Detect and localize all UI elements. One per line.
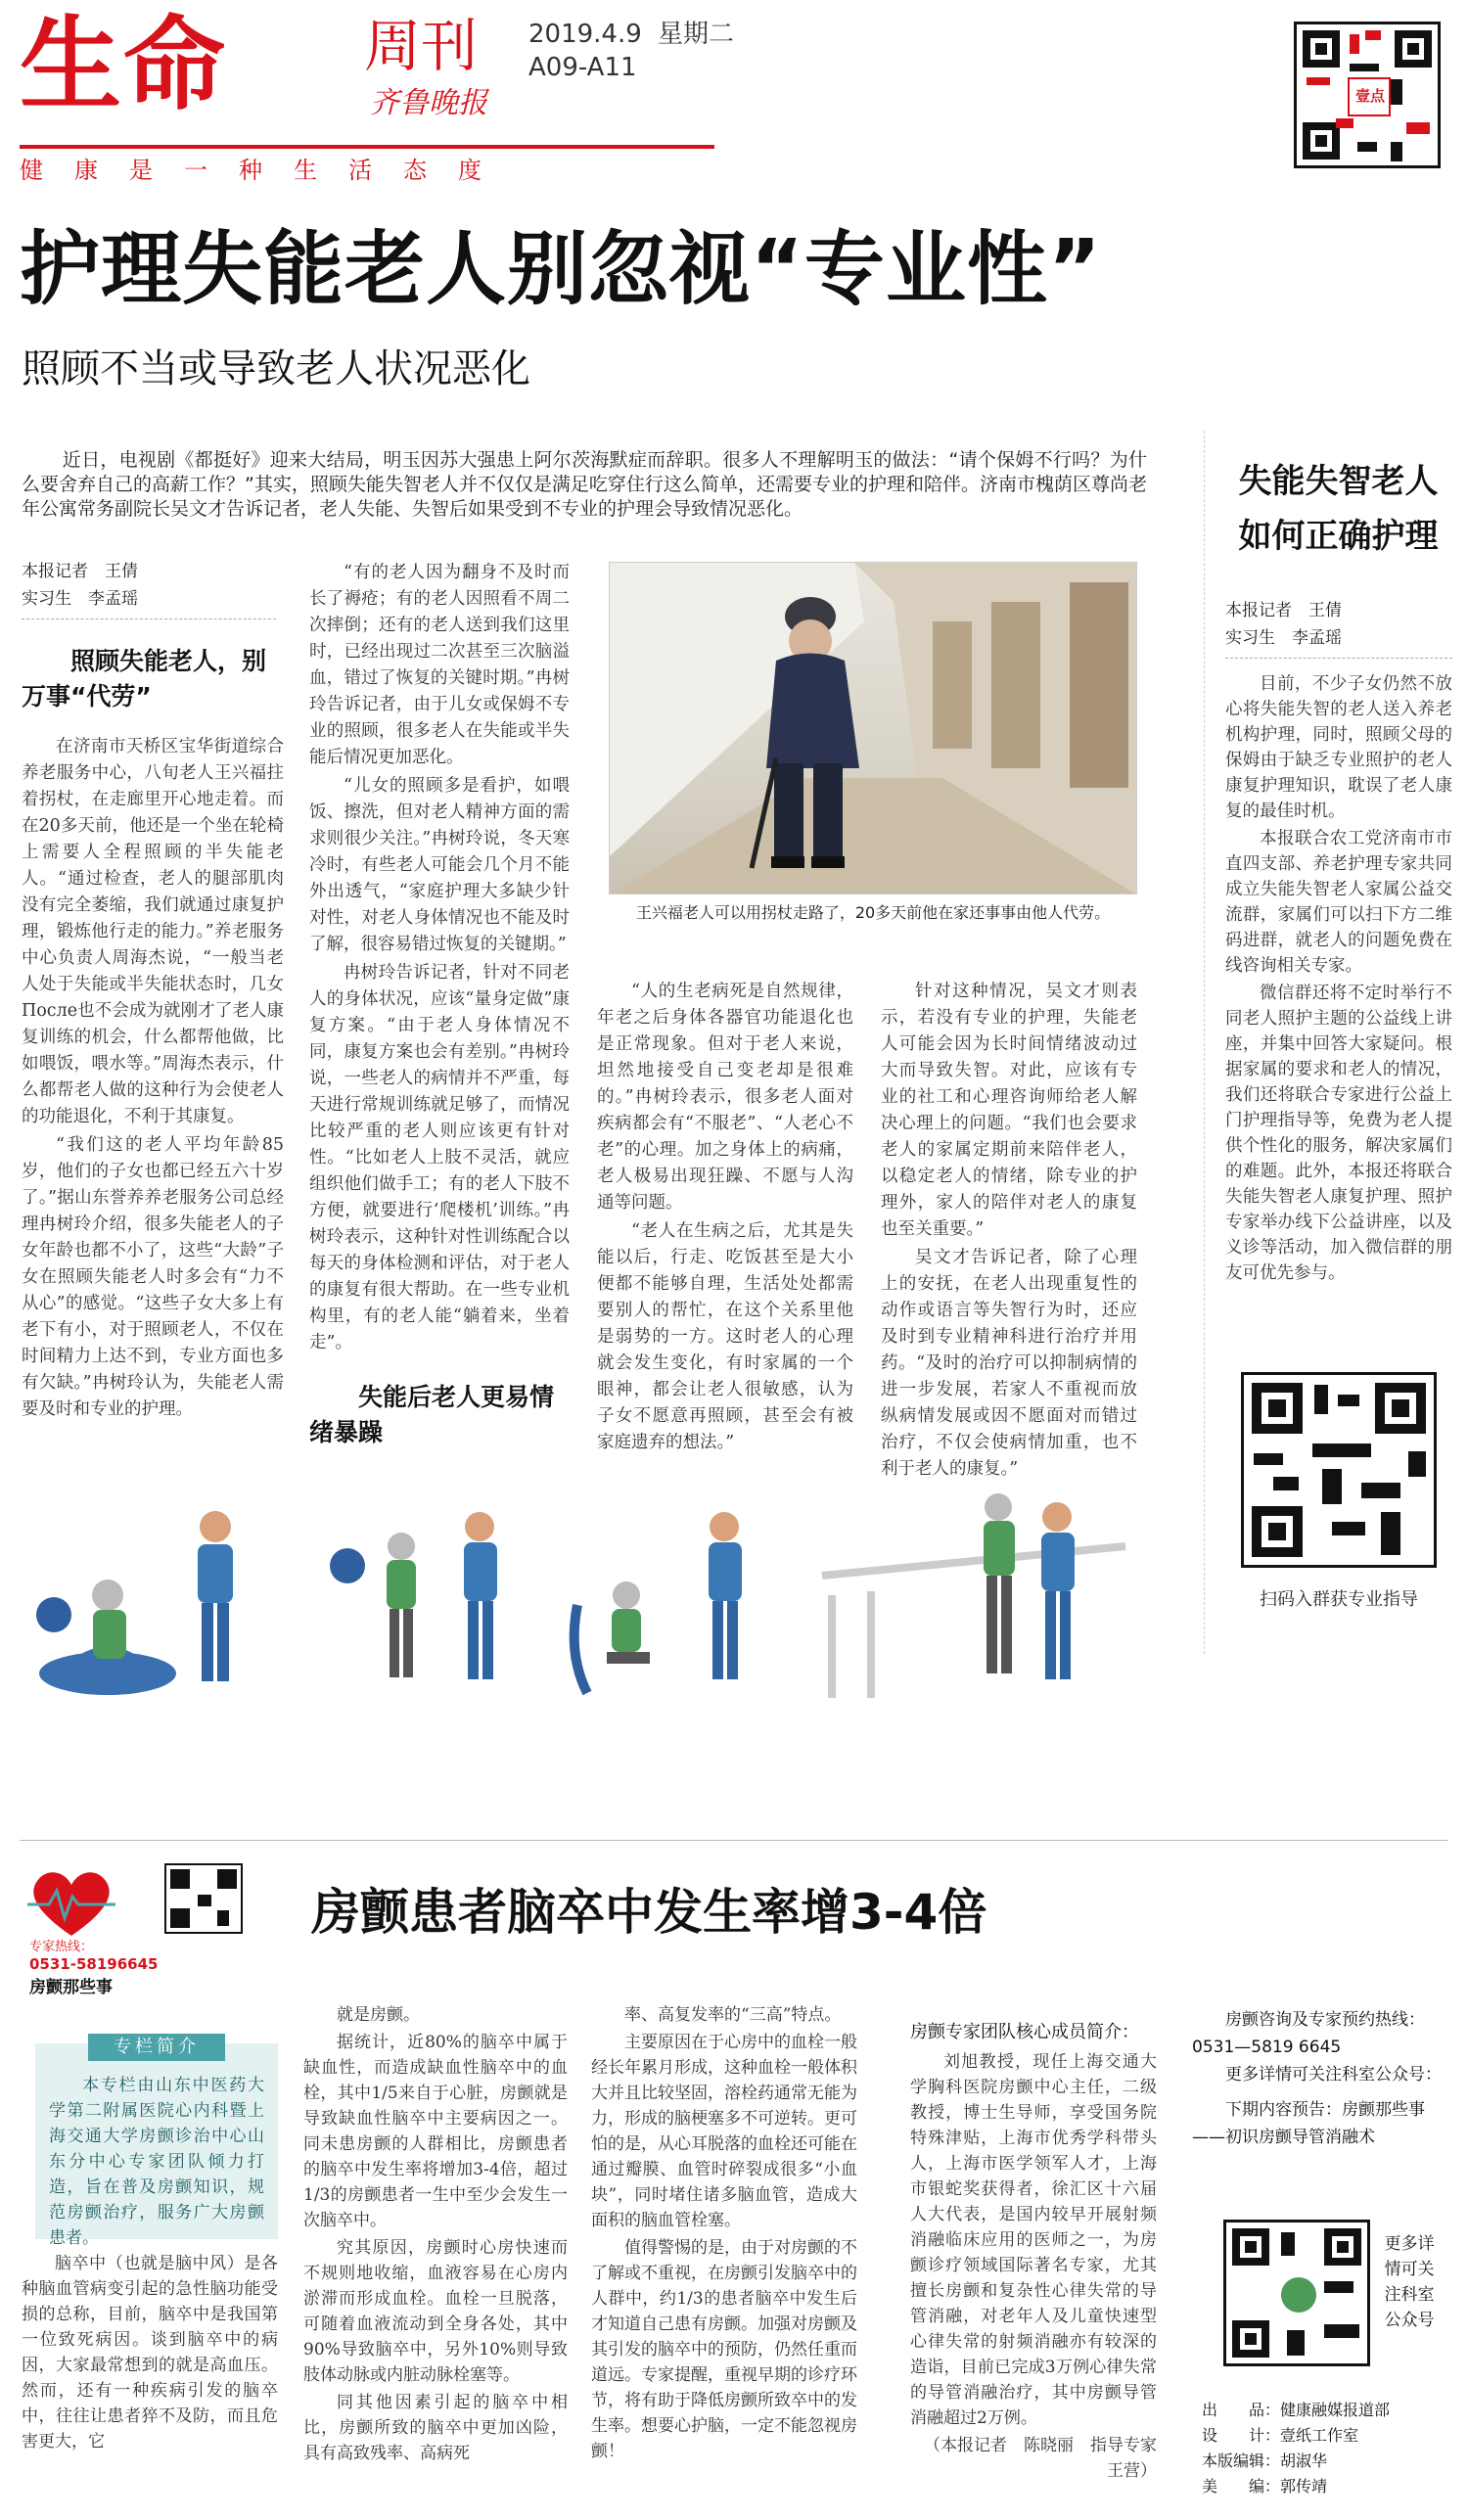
paragraph: 就是房颤。 bbox=[337, 2005, 420, 2025]
department-qr-caption: 更多详情可关注科室公众号 bbox=[1384, 2234, 1435, 2330]
paragraph: 目前，不少子女仍然不放心将失能失智的老人送入养老机构护理，同时，照顾父母的保姆由于缺乏专业照护的老人康复护理知识，耽误了老人康复的最佳时机。 bbox=[1225, 674, 1452, 821]
masthead-title: 生命 bbox=[20, 5, 228, 124]
masthead-pages: A09-A11 bbox=[528, 53, 637, 82]
section1-title: 照顾失能老人，别万事“代劳” bbox=[22, 647, 267, 710]
illustration-band-exercise bbox=[574, 1512, 742, 1693]
afib-column-logo bbox=[20, 1859, 262, 1997]
sidebar-divider bbox=[1204, 431, 1205, 1654]
paragraph: 微信群还将不定时举行不同老人照护主题的公益线上讲座，并集中回答大家疑问。根据家属的要求和老人的情况，我们还将联合专家进行公益上门护理指导等，免费为老人提供个性化的服务，解决家属们的难题。此外，本报还将联合失能失智老人康复护理、照护专家举办线下公益讲座，以及义诊等活动，加入微信群的朋友可优先参与。 bbox=[1225, 984, 1452, 1283]
section2-title: 失能后老人更易情绪暴躁 bbox=[309, 1383, 555, 1446]
expert-team-title: 房颤专家团队核心成员简介： bbox=[910, 2022, 1139, 2042]
credit-line: 设 计：壹纸工作室 bbox=[1202, 2426, 1359, 2445]
byline-reporter: 本报记者 王倩 bbox=[22, 562, 138, 581]
illustration-parallel-bars bbox=[822, 1493, 1125, 1698]
illustration-ball-exercise bbox=[36, 1511, 233, 1695]
heart-icon bbox=[27, 1865, 115, 1944]
app-badge: 壹点 bbox=[1354, 87, 1385, 105]
afib-column-2 bbox=[303, 2002, 568, 2468]
masthead-date-line bbox=[528, 20, 734, 49]
masthead-motto: 健康是一种生活态度 bbox=[20, 157, 513, 184]
wechat-qr-caption: 扫码入群获专业指导 bbox=[1260, 1589, 1418, 1610]
paragraph: “人的生老病死是自然规律，年老之后身体各器官功能退化也是正常现象。但对于老人来说，坦然地接受自己变老却是很难的。”冉树玲表示，很多老人面对疾病都会有“不服老”、“人老心不老”的心理。加之身体上的病痛，老人极易出现狂躁、不愿与人沟通等问题。 bbox=[597, 982, 853, 1213]
masthead-weekday: 星期二 bbox=[658, 20, 735, 49]
paragraph: 主要原因在于心房中的血栓一般经长年累月形成，这种血栓一般体积大并且比较坚固，溶栓药通常无能为力，形成的脑梗塞多不可逆转。更可怕的是，从心耳脱落的血栓还可能在通过瓣膜、血管时碎裂成很多“小血块”，同时堵住诸多脑血管，造成大面积的脑血管栓塞。 bbox=[591, 2033, 857, 2230]
department-qr-code[interactable] bbox=[1223, 2220, 1370, 2366]
paragraph: 率、高复发率的“三高”特点。 bbox=[624, 2005, 842, 2025]
column-intro-box bbox=[35, 2037, 278, 2248]
byline-intern: 实习生 李孟瑶 bbox=[1225, 628, 1342, 648]
paragraph: 在济南市天桥区宝华街道综合养老服务中心，八旬老人王兴福拄着拐杖，在走廊里开心地走着。而在20多天前，他还是一个坐在轮椅上需要人全程照顾的半失能老人。“通过检查，老人的腿部肌肉没有完全萎缩，我们就通过康复护理，锻炼他行走的能力。”养老服务中心负责人周海杰说，“一般当老人处于失能或半失能状态时，几女После也不会成为就刚才了老人康复训练的机会，什么都帮他做，比如喂饭，喂水等。”周海杰表示，什么都帮老人做的这种行为会使老人的功能退化，不利于其康复。 bbox=[22, 737, 284, 1126]
credit-line: 本版编辑：胡淑华 bbox=[1202, 2451, 1328, 2470]
team-signoff: （本报记者 陈晓丽 指导专家 王营） bbox=[924, 2436, 1173, 2481]
afib-headline: 房颤患者脑卒中发生率增3-4倍 bbox=[311, 1884, 987, 1941]
article-photo bbox=[609, 562, 1137, 894]
consult-info bbox=[1192, 2006, 1454, 2151]
paragraph: 值得警惕的是，由于对房颤的不了解或不重视，在房颤引发脑卒中的人群中，约1/3的患者脑卒中发生后才知道自己患有房颤。加强对房颤及其引发的脑卒中的预防，仍然任重而道远。专家提醒，重视早期的诊疗环节，将有助于降低房颤所致卒中的发生率。想要心护脑，一定不能忽视房颤！ bbox=[591, 2238, 857, 2461]
consult-follow: 更多详情可关注科室公众号： bbox=[1225, 2065, 1442, 2085]
paragraph: “我们这的老人平均年龄85岁，他们的子女也都已经五六十岁了。”据山东誉养养老服务公司总经理冉树玲介绍，很多失能老人的子女年龄也都不小了，这些“大龄”子女在照顾失能老人时多会有“力不从心”的感觉。“这些子女大多上有老下有小，对于照顾老人，不仅在时间精力上达不到，专业方面也多有欠缺。”冉树玲认为，失能老人需要及时和专业的护理。 bbox=[22, 1135, 284, 1419]
masthead-rule bbox=[20, 145, 714, 149]
afib-column-1 bbox=[22, 2251, 278, 2456]
paragraph: 刘旭教授，现任上海交通大学胸科医院房颤中心主任，二级教授，博士生导师，享受国务院特殊津贴，上海市优秀学科带头人，上海市医学领军人才，上海市银蛇奖获得者，徐汇区十六届人大代表，是国内较早开展射频消融临床应用的医师之一，为房颤诊疗领域国际著名专家，尤其擅长房颤和复杂性心律失常的导管消融，对老年人及儿童快速型心律失常的射频消融亦有较深的造诣，目前已完成3万例心律失常的导管消融治疗，其中房颤导管消融超过2万例。 bbox=[910, 2052, 1157, 2428]
afib-logo-title: 房颤那些事 bbox=[29, 1978, 113, 1997]
paragraph: 针对这种情况，吴文才则表示，若没有专业的护理，失能老人可能会因为长时间情绪波动过大而导致失智。对此，应该有专业的社工和心理咨询师给老人解决心理上的问题。“我们也会要求老人的家属定期前来陪伴老人，以稳定老人的情绪，除专业的护理外，家人的陪伴对老人的康复也至关重要。” bbox=[881, 982, 1137, 1239]
wechat-group-qr-code[interactable] bbox=[1241, 1372, 1437, 1568]
column-intro-text: 本专栏由山东中医药大学第二附属医院心内科暨上海交通大学房颤诊治中心山东分中心专家团队倾力打造，旨在普及房颤知识，规范房颤治疗，服务广大房颤患者。 bbox=[49, 2076, 264, 2248]
article1-column-3 bbox=[597, 979, 853, 1458]
credit-line: 出 品：健康融媒报道部 bbox=[1202, 2401, 1391, 2419]
afib-logo-qr-code[interactable] bbox=[164, 1863, 243, 1934]
afib-logo-hotline: 0531-58196645 bbox=[29, 1955, 159, 1973]
sidebar-title-line1: 失能失智老人 bbox=[1238, 462, 1439, 501]
paragraph: 同其他因素引起的脑卒中相比，房颤所致的脑卒中更加凶险，具有高致残率、高病死 bbox=[303, 2393, 568, 2463]
article1-column-4 bbox=[881, 979, 1137, 1485]
paragraph: 本报联合农工党济南市市直四支部、养老护理专家共同成立失能失智老人家属公益交流群，家属们可以扫下方二维码进群，就老人的问题免费在线咨询相关专家。 bbox=[1225, 829, 1452, 976]
masthead-date: 2019.4.9 bbox=[528, 20, 642, 49]
column-intro-label: 专栏简介 bbox=[88, 2034, 225, 2061]
byline-intern: 实习生 李孟瑶 bbox=[22, 589, 138, 609]
sidebar-title-line2: 如何正确护理 bbox=[1238, 517, 1439, 556]
paragraph: “儿女的照顾多是看护，如喂饭、擦洗，但对老人精神方面的需求则很少关注。”冉树玲说，冬天寒冷时，有些老人可能会几个月不能外出透气，“家庭护理大多缺少针对性，对老人身体情况也不能及时了解，很容易错过恢复的关键期。” bbox=[309, 776, 570, 954]
paragraph: 脑卒中（也就是脑中风）是各种脑血管病变引起的急性脑功能受损的总称，目前，脑卒中是我国第一位致死病因。谈到脑卒中的病因，大家最常想到的就是高血压。然而，还有一种疾病引发的脑卒中，往往让患者猝不及防，而且危害更大，它 bbox=[22, 2254, 278, 2451]
afib-logo-hotline-label: 专家热线： bbox=[29, 1940, 94, 1954]
sidebar-title bbox=[1223, 454, 1453, 564]
article1-column-2 bbox=[309, 560, 570, 1358]
sidebar-rule bbox=[1225, 658, 1452, 659]
consult-hotline: 房颤咨询及专家预约热线：0531—5819 6645 bbox=[1192, 2010, 1425, 2057]
afib-column-3 bbox=[591, 2002, 857, 2466]
sidebar-byline bbox=[1225, 597, 1342, 652]
paragraph: “老人在生病之后，尤其是失能以后，行走、吃饭甚至是大小便都不能够自理，生活处处都需要别人的帮忙，在这个关系里他是弱势的一方。这时老人的心理就会发生变化，有时家属的一个眼神，都会让老人很敏感，认为子女不愿意再照顾，甚至会有被家庭遗弃的想法。” bbox=[597, 1221, 853, 1452]
byline-reporter: 本报记者 王倩 bbox=[1225, 601, 1342, 620]
next-issue-preview: 下期内容预告：房颤那些事——初识房颤导管消融术 bbox=[1192, 2100, 1425, 2147]
byline bbox=[22, 558, 138, 613]
masthead-paper: 齐鲁晚报 bbox=[370, 86, 487, 120]
paragraph: 究其原因，房颤时心房快速而不规则地收缩，血液容易在心房内淤滞而形成血栓。血栓一旦脱落，可随着血液流动到全身各处，其中90%导致脑卒中，另外10%则导致肢体动脉或内脏动脉栓塞等。 bbox=[303, 2238, 568, 2385]
afib-section-rule bbox=[20, 1840, 1448, 1841]
headline-subtitle: 照顾不当或导致老人状况恶化 bbox=[22, 346, 530, 391]
paragraph: 据统计，近80%的脑卒中属于缺血性，而造成缺血性脑卒中的血栓，其中1/5来自于心脏，房颤就是导致缺血性脑卒中主要病因之一。同未患房颤的人群相比，房颤患者的脑卒中发生率将增加3-4倍，超过1/3的房颤患者一生中至少会发生一次脑卒中。 bbox=[303, 2033, 568, 2230]
expert-team-body bbox=[910, 2049, 1173, 2484]
headline-lead: 近日，电视剧《都挺好》迎来大结局，明玉因苏大强患上阿尔茨海默症而辞职。很多人不理解明玉的做法：“请个保姆不行吗？为什么要舍弃自己的高薪工作？”其实，照顾失能失智老人并不仅仅是满足吃穿住行这么简单，还需要专业的护理和陪伴。济南市槐荫区尊尚老年公寓常务副院长吴文才告诉记者，老人失能、失智后如果受到不专业的护理会导致情况恶化。 bbox=[22, 449, 1147, 520]
illustration-standing-ball bbox=[330, 1512, 497, 1679]
credits bbox=[1202, 2398, 1454, 2499]
care-illustrations bbox=[20, 1488, 1145, 1703]
credit-line: 美 编：郭传靖 bbox=[1202, 2477, 1328, 2496]
masthead bbox=[0, 0, 1468, 196]
paragraph: 吴文才告诉记者，除了心理上的安抚，在老人出现重复性的动作或语言等失智行为时，还应及时到专业精神科进行治疗并用药。“及时的治疗可以抑制病情的进一步发展，若家人不重视而放纵病情发展或因不愿面对而错过治疗，不仅会使病情加重，也不利于老人的康复。” bbox=[881, 1248, 1137, 1479]
article1-column-1 bbox=[22, 734, 284, 1425]
paragraph: “有的老人因为翻身不及时而长了褥疮；有的老人因照看不周二次摔倒；还有的老人送到我们这里时，已经出现过二次甚至三次脑溢血，错过了恢复的关键时期。”冉树玲告诉记者，由于儿女或保姆不专业的照顾，很多老人在失能或半失能后情况更加恶化。 bbox=[309, 563, 570, 767]
app-qr-code[interactable] bbox=[1294, 22, 1441, 168]
photo-caption: 王兴福老人可以用拐杖走路了，20多天前他在家还事事由他人代劳。 bbox=[635, 903, 1111, 922]
paragraph: 冉树玲告诉记者，针对不同老人的身体状况，应该“量身定做”康复方案。“由于老人身体情况不同，康复方案也会有差别。”冉树玲说，一些老人的病情并不严重，每天进行常规训练就足够了，而情况比较严重的老人则应该更有针对性。“比如老人上肢不灵活，就应组织他们做手工；有的老人下肢不方便，就要进行‘爬楼机’训练。”冉树玲表示，这种针对性训练配合以每天的身体检测和评估，对于老人的康复有很大帮助。在一些专业机构里，有的老人能“躺着来，坐着走”。 bbox=[309, 963, 570, 1352]
headline-title: 护理失能老人别忽视“专业性” bbox=[20, 223, 1102, 316]
sidebar-body bbox=[1225, 671, 1452, 1288]
masthead-weekly: 周刊 bbox=[364, 13, 479, 79]
